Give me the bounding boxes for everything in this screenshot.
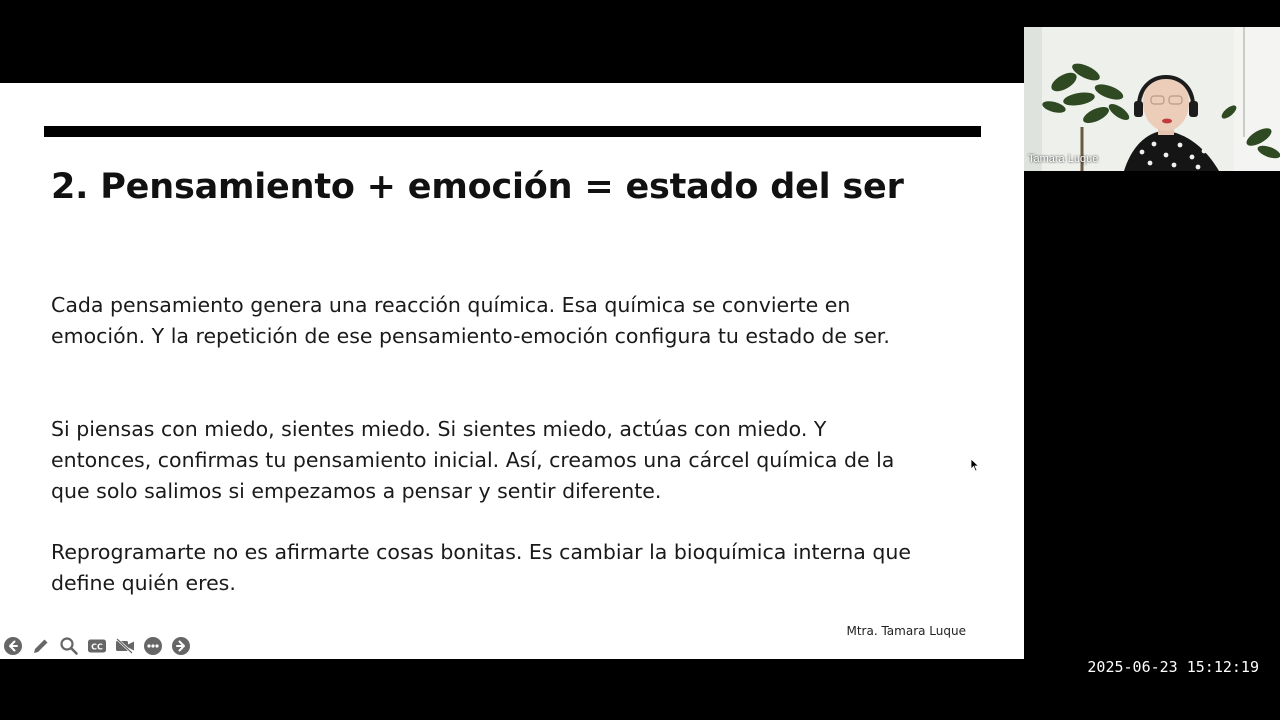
pen-icon[interactable]: [31, 636, 51, 656]
webcam-video-tile[interactable]: [1024, 27, 1280, 171]
slide-header-bar: [44, 126, 981, 137]
slide-paragraph-1: Cada pensamiento genera una reacción química. Esa química se convierte en emoción. Y la repetición de ese pensamiento-emoción configura tu estado de ser.: [51, 293, 890, 348]
back-arrow-icon[interactable]: [3, 636, 23, 656]
captions-icon[interactable]: [87, 636, 107, 656]
zoom-icon[interactable]: [59, 636, 79, 656]
webcam-video-feed: [1024, 27, 1280, 171]
slide-paragraph-3: Reprogramarte no es afirmarte cosas bonitas. Es cambiar la bioquímica interna que define quién eres.: [51, 540, 911, 595]
svg-text:CC: CC: [91, 642, 103, 652]
participant-name-label: Tamara Luque: [1028, 153, 1099, 165]
more-icon[interactable]: [143, 636, 163, 656]
slide-author: Mtra. Tamara Luque: [846, 624, 966, 638]
recording-timestamp: 2025-06-23 15:12:19: [1087, 658, 1259, 676]
slideshow-toolbar: [3, 636, 191, 656]
presentation-slide: [0, 83, 1024, 659]
slide-title: 2. Pensamiento + emoción = estado del ser: [51, 167, 904, 207]
mouse-cursor-icon: [970, 458, 980, 477]
slide-paragraph-2: Si piensas con miedo, sientes miedo. Si sientes miedo, actúas con miedo. Y entonces, confirmas tu pensamiento inicial. Así, creamos una cárcel química de la que solo salimos si empezamos a pensar y sentir diferente.: [51, 417, 895, 503]
forward-arrow-icon[interactable]: [171, 636, 191, 656]
camera-off-icon[interactable]: [115, 636, 135, 656]
